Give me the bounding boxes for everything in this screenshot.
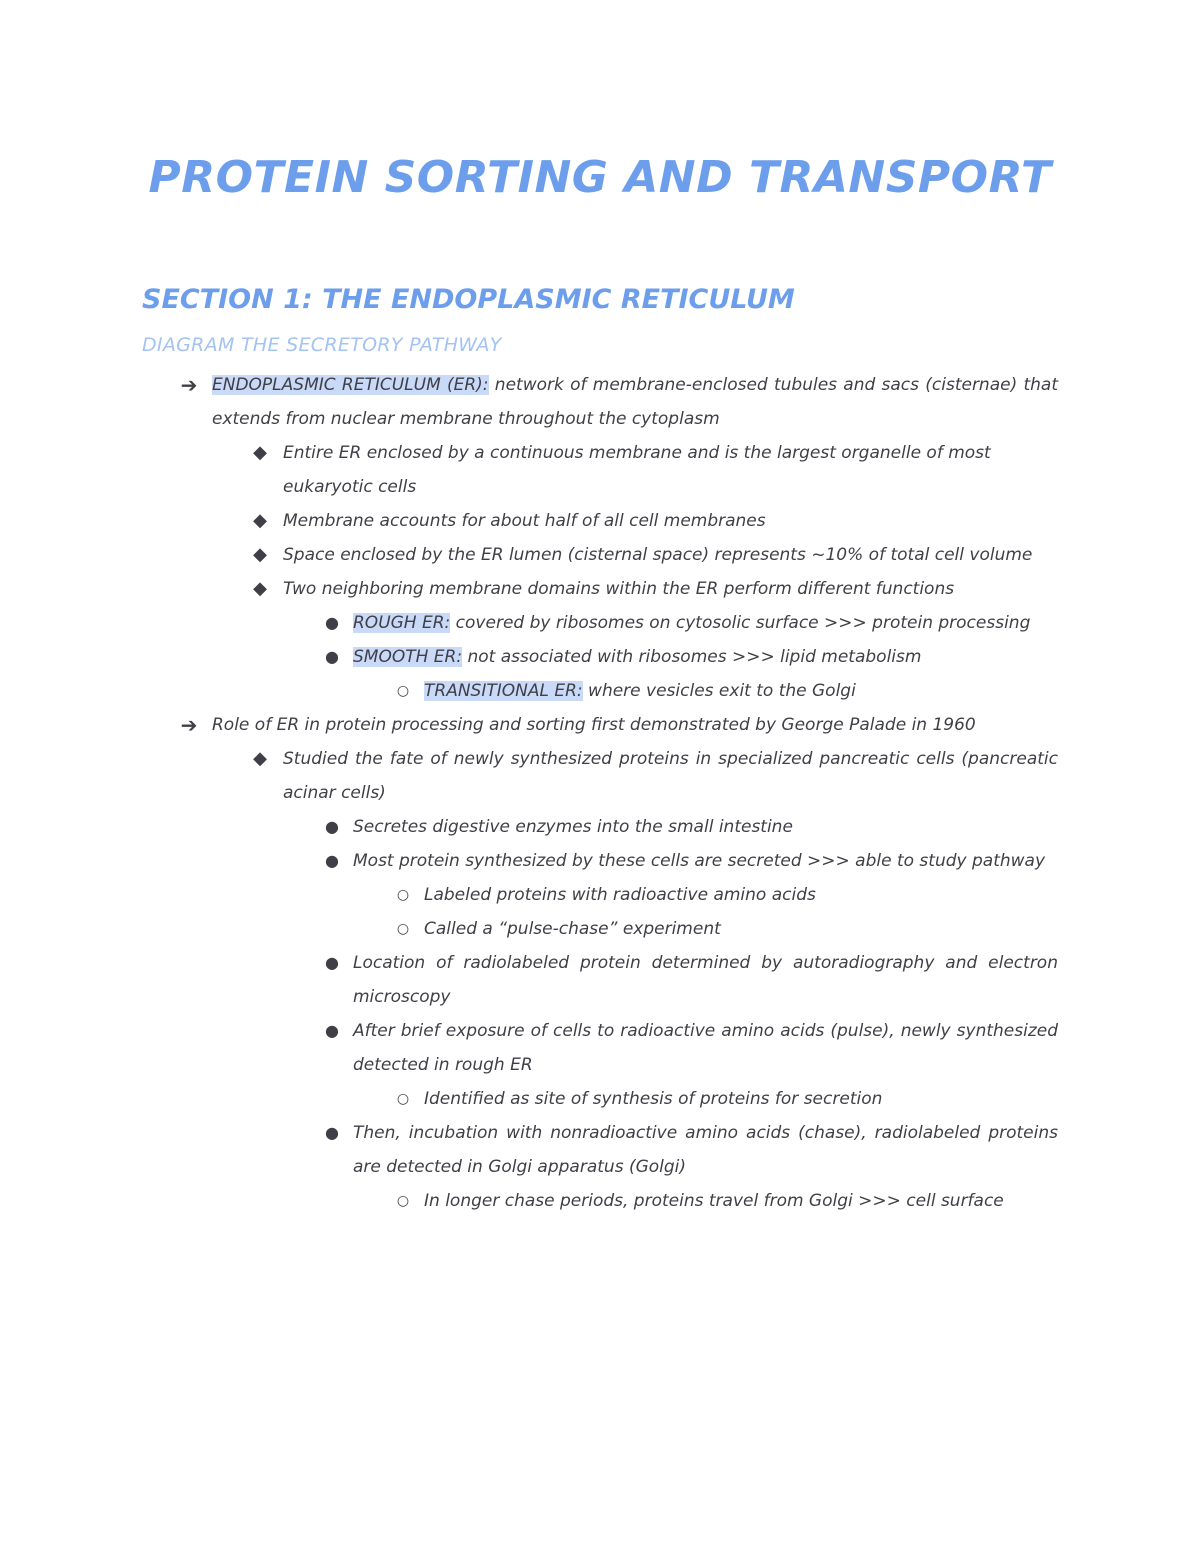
circle-bullet-icon: ○ xyxy=(396,921,410,937)
outline xyxy=(0,368,1200,1218)
list-item-smooth-er xyxy=(325,640,1058,674)
list-item-pulse-chase xyxy=(396,912,1058,946)
item-text: After brief exposure of cells to radioactive amino acids (pulse), newly synthesized detected in rough ER xyxy=(353,1021,1058,1075)
document-title: PROTEIN SORTING AND TRANSPORT xyxy=(148,152,1052,203)
highlighted-term: ENDOPLASMIC RETICULUM (ER): xyxy=(212,375,489,395)
item-text: Most protein synthesized by these cells are secreted >>> able to study pathway xyxy=(353,851,1046,871)
dot-bullet-icon: ● xyxy=(325,647,339,666)
list-item-labeled xyxy=(396,878,1058,912)
list-item-location xyxy=(325,946,1058,1014)
list-item-er-definition xyxy=(180,368,1059,436)
list-item-then-chase xyxy=(325,1116,1058,1184)
item-text: Identified as site of synthesis of proteins for secretion xyxy=(424,1089,883,1109)
diamond-bullet-icon: ◆ xyxy=(253,544,267,565)
item-text: Two neighboring membrane domains within the ER perform different functions xyxy=(283,579,955,599)
list-item-after-brief xyxy=(325,1014,1058,1082)
diamond-bullet-icon: ◆ xyxy=(253,748,267,769)
list-item-er-enclosed xyxy=(253,436,1058,504)
section-heading: SECTION 1: THE ENDOPLASMIC RETICULUM xyxy=(142,284,795,315)
highlighted-term: SMOOTH ER: xyxy=(353,647,463,667)
list-item-longer-chase xyxy=(396,1184,1058,1218)
item-text: Entire ER enclosed by a continuous membrane and is the largest organelle of most eukaryotic cells xyxy=(283,443,991,497)
diamond-bullet-icon: ◆ xyxy=(253,510,267,531)
item-text: network of membrane-enclosed tubules and sacs (cisternae) that extends from nuclear membrane throughout the cytoplasm xyxy=(212,375,1059,429)
item-text: Space enclosed by the ER lumen (cisternal space) represents ~10% of total cell volume xyxy=(283,545,1033,565)
subheading: DIAGRAM THE SECRETORY PATHWAY xyxy=(142,334,502,356)
dot-bullet-icon: ● xyxy=(325,817,339,836)
item-text: where vesicles exit to the Golgi xyxy=(582,681,856,701)
list-item-lumen-space xyxy=(253,538,1058,572)
arrow-icon: ➔ xyxy=(180,713,198,737)
item-text: covered by ribosomes on cytosolic surface >>> protein processing xyxy=(450,613,1031,633)
item-text: Membrane accounts for about half of all cell membranes xyxy=(283,511,766,531)
dot-bullet-icon: ● xyxy=(325,613,339,632)
diamond-bullet-icon: ◆ xyxy=(253,442,267,463)
diamond-bullet-icon: ◆ xyxy=(253,578,267,599)
item-text: Labeled proteins with radioactive amino acids xyxy=(424,885,816,905)
item-text: In longer chase periods, proteins travel from Golgi >>> cell surface xyxy=(424,1191,1004,1211)
item-text: Studied the fate of newly synthesized proteins in specialized pancreatic cells (pancreatic acinar cells) xyxy=(283,749,1058,803)
list-item-rough-er xyxy=(325,606,1058,640)
circle-bullet-icon: ○ xyxy=(396,683,410,699)
circle-bullet-icon: ○ xyxy=(396,1091,410,1107)
item-text: Role of ER in protein processing and sorting first demonstrated by George Palade in 1960 xyxy=(212,715,976,735)
list-item-membrane-half xyxy=(253,504,1058,538)
list-item-most-secreted xyxy=(325,844,1058,878)
list-item-studied-fate xyxy=(253,742,1058,810)
highlighted-term: ROUGH ER: xyxy=(353,613,451,633)
dot-bullet-icon: ● xyxy=(325,1021,339,1040)
list-item-palade xyxy=(180,708,1058,742)
circle-bullet-icon: ○ xyxy=(396,1193,410,1209)
list-item-transitional-er xyxy=(396,674,1058,708)
list-item-secretes xyxy=(325,810,1058,844)
item-text: Location of radiolabeled protein determined by autoradiography and electron microscopy xyxy=(353,953,1058,1007)
list-item-two-domains xyxy=(253,572,1058,606)
list-item-identified xyxy=(396,1082,1058,1116)
dot-bullet-icon: ● xyxy=(325,1123,339,1142)
circle-bullet-icon: ○ xyxy=(396,887,410,903)
highlighted-term: TRANSITIONAL ER: xyxy=(424,681,583,701)
item-text: Secretes digestive enzymes into the small intestine xyxy=(353,817,793,837)
item-text: Called a “pulse-chase” experiment xyxy=(424,919,721,939)
dot-bullet-icon: ● xyxy=(325,851,339,870)
item-text: Then, incubation with nonradioactive amino acids (chase), radiolabeled proteins are detected in Golgi apparatus (Golgi) xyxy=(353,1123,1058,1177)
arrow-icon: ➔ xyxy=(180,373,198,397)
item-text: not associated with ribosomes >>> lipid metabolism xyxy=(462,647,922,667)
dot-bullet-icon: ● xyxy=(325,953,339,972)
